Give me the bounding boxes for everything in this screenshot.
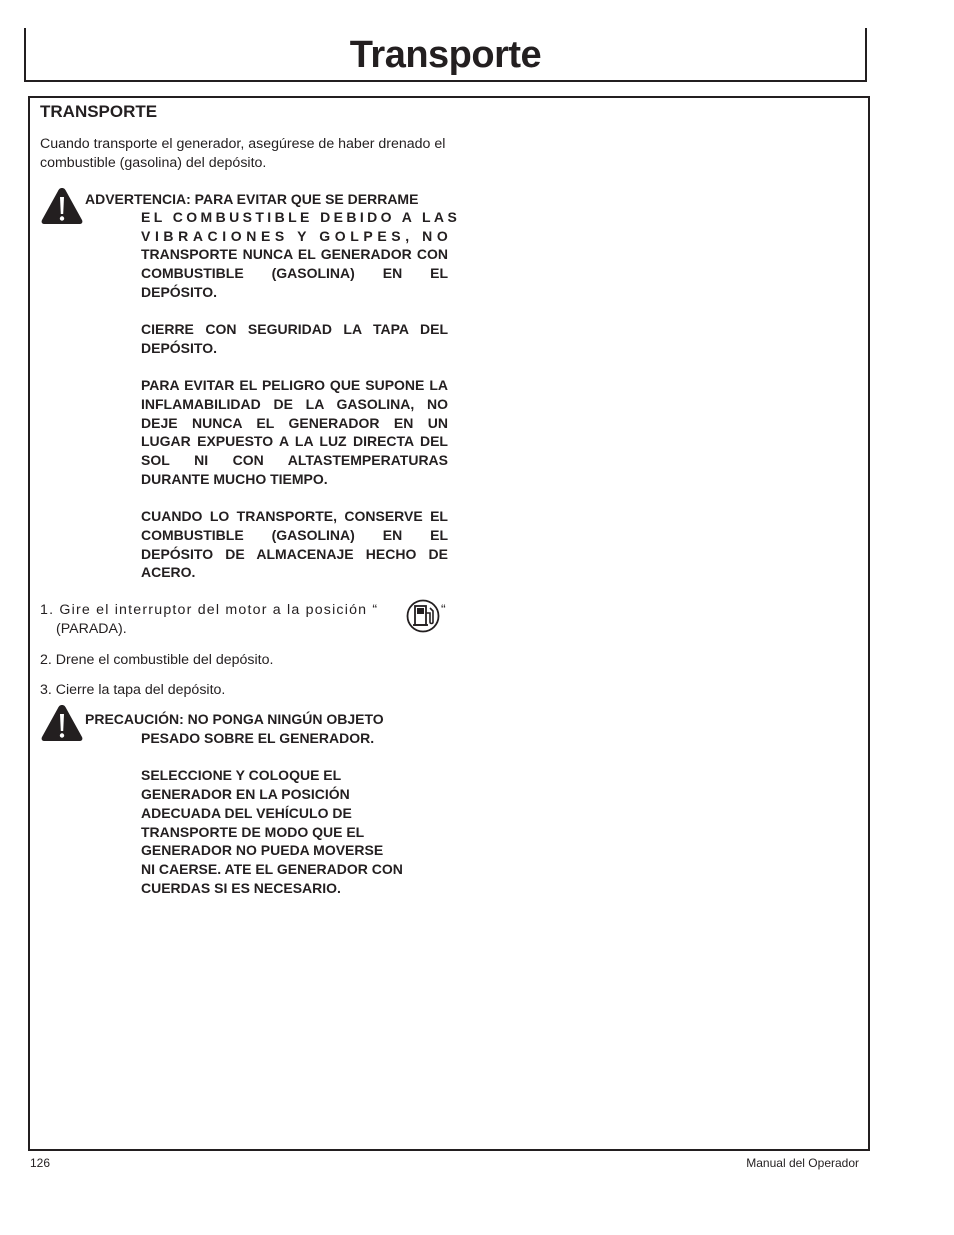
page-title: Transporte (349, 34, 542, 76)
content-panel (28, 96, 870, 1151)
footer-manual-title: Manual del Operador (746, 1156, 859, 1170)
page-number: 126 (30, 1156, 51, 1170)
caution-triangle-icon (40, 703, 84, 743)
warning-text: TRANSPORTE NUNCA EL GENERADOR CON COMBUSTIBLE (GASOLINA) EN EL DEPÓSITO. (141, 246, 448, 300)
warning-paragraph: CUANDO LO TRANSPORTE, CONSERVE EL COMBUSTIBLE (GASOLINA) EN EL DEPÓSITO DE ALMACENAJE HECHO DE ACERO. (141, 508, 448, 581)
warning-body (141, 208, 461, 582)
warning-paragraph: PARA EVITAR EL PELIGRO QUE SUPONE LA INFLAMABILIDAD DE LA GASOLINA, NO DEJE NUNCA EL GENERADOR EN UN LUGAR EXPUESTO A LA LUZ DIRECTA DEL SOL NI CON ALTASTEMPERATURAS DURANTE MUCHO TIEMPO. (141, 377, 448, 487)
step-1-quote: “ (441, 601, 446, 617)
step-1 (40, 601, 450, 639)
caution-line: ADECUADA DEL VEHÍCULO DE (141, 804, 352, 821)
step-2: 2. Drene el combustible del depósito. (40, 652, 274, 668)
warning-triangle-icon (40, 186, 84, 226)
warning-paragraph: CIERRE CON SEGURIDAD LA TAPA DEL DEPÓSITO. (141, 321, 448, 356)
caution-text: PESADO SOBRE EL GENERADOR. (141, 730, 375, 746)
caution-line: NI CAERSE. ATE EL GENERADOR CON (141, 860, 403, 877)
warning-line: EL COMBUSTIBLE DEBIDO A LAS (141, 209, 461, 225)
caution-lead: PRECAUCIÓN: NO PONGA NINGÚN OBJETO (85, 711, 384, 727)
fuel-off-icon (405, 599, 441, 633)
step-1-text: 1. Gire el interruptor del motor a la posición “ (40, 602, 379, 618)
intro-paragraph: Cuando transporte el generador, asegúrese de haber drenado el combustible (gasolina) del depósito. (40, 136, 446, 171)
step-1-continuation: (PARADA). (56, 621, 127, 637)
caution-line: GENERADOR EN LA POSICIÓN (141, 786, 350, 803)
warning-line: VIBRACIONES Y GOLPES, NO (141, 227, 453, 244)
title-banner (24, 28, 867, 82)
caution-line: GENERADOR NO PUEDA MOVERSE (141, 842, 384, 859)
warning-lead: ADVERTENCIA: PARA EVITAR QUE SE DERRAME (85, 191, 419, 207)
caution-paragraph (141, 766, 448, 897)
caution-line: SELECCIONE Y COLOQUE EL (141, 767, 342, 784)
caution-line: TRANSPORTE DE MODO QUE EL (141, 823, 365, 840)
section-heading: TRANSPORTE (40, 102, 158, 121)
caution-line: CUERDAS SI ES NECESARIO. (141, 879, 341, 896)
step-3: 3. Cierre la tapa del depósito. (40, 682, 226, 698)
caution-body (141, 729, 448, 897)
